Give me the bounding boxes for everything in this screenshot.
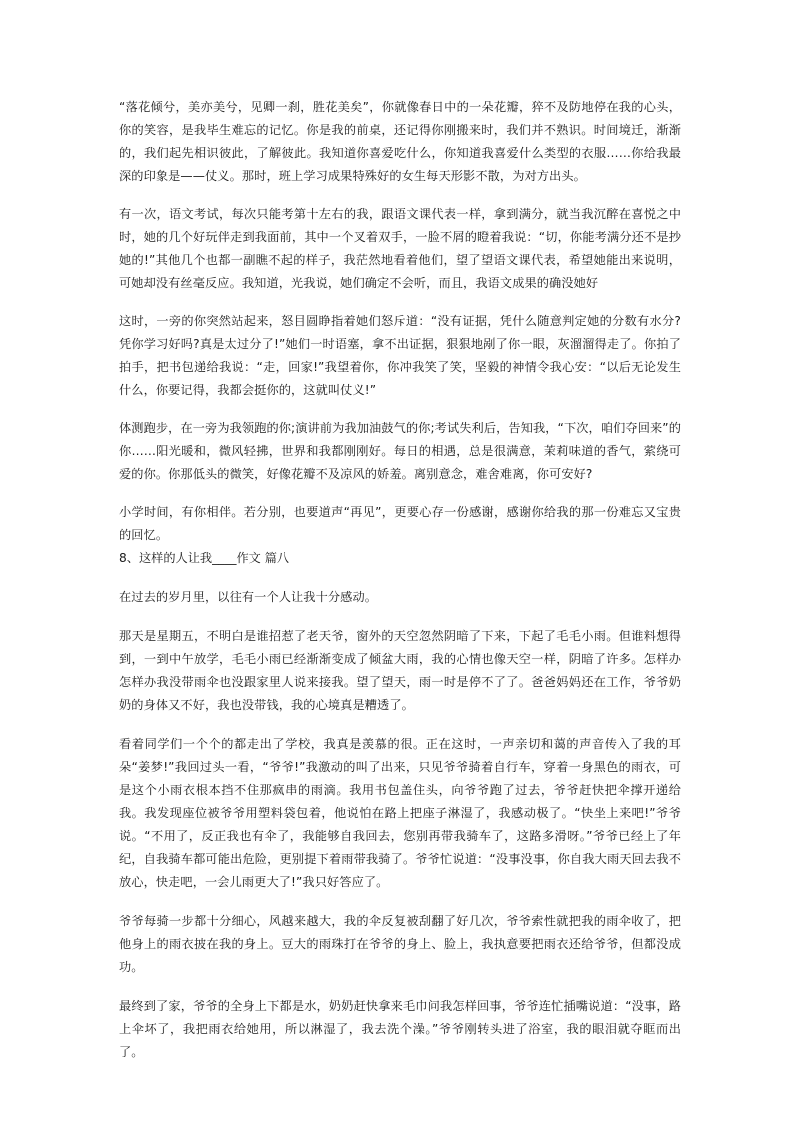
paragraph-rain: 那天是星期五，不明白是谁招惹了老天爷，窗外的天空忽然阴暗了下来，下起了毛毛小雨。但谁料想得到，一到中午放学，毛毛小雨已经渐渐变成了倾盆大雨，我的心情也像天空一样，阴暗了许多。怎样办怎样办我没带雨伞也没跟家里人说来接我。望了望天，雨一时是停不了了。爸爸妈妈还在工作，爷爷奶奶的身体又不好，我也没带钱，我的心境真是糟透了。 [119,629,681,712]
section-heading: 8、这样的人让我____作文 篇八 [119,551,290,565]
paragraph-exam: 有一次，语文考试，每次只能考第十左右的我，跟语文课代表一样，拿到满分，就当我沉醉在喜悦之中时，她的几个好玩伴走到我面前，其中一个叉着双手，一脸不屑的瞪着我说：“切，你能考满分还不是抄她的!”其他几个也都一副瞧不起的样子，我茫然地看着他们，望了望语文课代表，希望她能出来说明，可她却没有丝毫反应。我知道，光我说，她们确定不会听，而且，我语文成果的确没她好 [119,207,681,290]
document-page [119,96,681,1064]
paragraph-farewell: 小学时间，有你相伴。若分别，也要道声“再见”，更要心存一份感谢，感谢你给我的那一份难忘又宝贵的回忆。 [119,505,681,542]
paragraph-defense: 这时，一旁的你突然站起来，怒目圆睁指着她们怒斥道：“没有证据，凭什么随意判定她的分数有水分?凭你学习好吗?真是太过分了!”她们一时语塞，拿不出证据，狠狠地剐了你一眼，灰溜溜得走了。你拍了拍手，把书包递给我说：“走，回家!”我望着你，你冲我笑了笑，坚毅的神情令我心安：“以后无论发生什么，你要记得，我都会挺你的，这就叫仗义!” [119,314,681,397]
paragraph-touched: 在过去的岁月里，以往有一个人让我十分感动。 [119,590,378,604]
paragraph-memories: 体测跑步，在一旁为我领跑的你;演讲前为我加油鼓气的你;考试失利后，告知我，“下次，咱们夺回来”的你……阳光暖和，微风轻拂，世界和我都刚刚好。每日的相遇，总是很满意，茉莉味道的香气，萦绕可爱的你。你那低头的微笑，好像花瓣不及凉风的娇羞。离别意念，难舍难离，你可安好? [119,421,681,481]
paragraph-grandpa: 看着同学们一个个的都走出了学校，我真是羡慕的很。正在这时，一声亲切和蔼的声音传入了我的耳朵“姜梦!”我回过头一看，“爷爷!”我激动的叫了出来，只见爷爷骑着自行车，穿着一身黑色的雨衣，可是这个小雨衣根本挡不住那疯串的雨滴。我用书包盖住头，向爷爷跑了过去，爷爷赶快把伞撑开递给我。我发现座位被爷爷用塑料袋包着，他说怕在路上把座子淋湿了，我感动极了。“快坐上来吧!”爷爷说。“不用了，反正我也有伞了，我能够自我回去，您别再带我骑车了，这路多滑呀。”爷爷已经上了年纪，自我骑车都可能出危险，更别提下着雨带我骑了。爷爷忙说道：“没事没事，你自我大雨天回去我不放心，快走吧，一会儿雨更大了!”我只好答应了。 [119,737,681,889]
paragraph-home: 最终到了家，爷爷的全身上下都是水，奶奶赶快拿来毛巾问我怎样回事，爷爷连忙插嘴说道：“没事，路上伞坏了，我把雨衣给她用，所以淋湿了，我去洗个澡。”爷爷刚转头进了浴室，我的眼泪就夺眶而出了。 [119,999,681,1059]
paragraph-ride: 爷爷每骑一步都十分细心，风越来越大，我的伞反复被刮翻了好几次，爷爷索性就把我的雨伞收了，把他身上的雨衣披在我的身上。豆大的雨珠打在爷爷的身上、脸上，我执意要把雨衣还给爷爷，但都没成功。 [119,914,681,974]
paragraph-intro: “落花倾兮，美亦美兮，见卿一刹，胜花美矣”，你就像春日中的一朵花瓣，猝不及防地停在我的心头，你的笑容，是我毕生难忘的记忆。你是我的前桌，还记得你刚搬来时，我们并不熟识。时间境迁，渐渐的，我们起先相识彼此，了解彼此。我知道你喜爱吃什么，你知道我喜爱什么类型的衣服……你给我最深的印象是——仗义。那时，班上学习成果特殊好的女生每天形影不散，为对方出头。 [119,100,681,183]
